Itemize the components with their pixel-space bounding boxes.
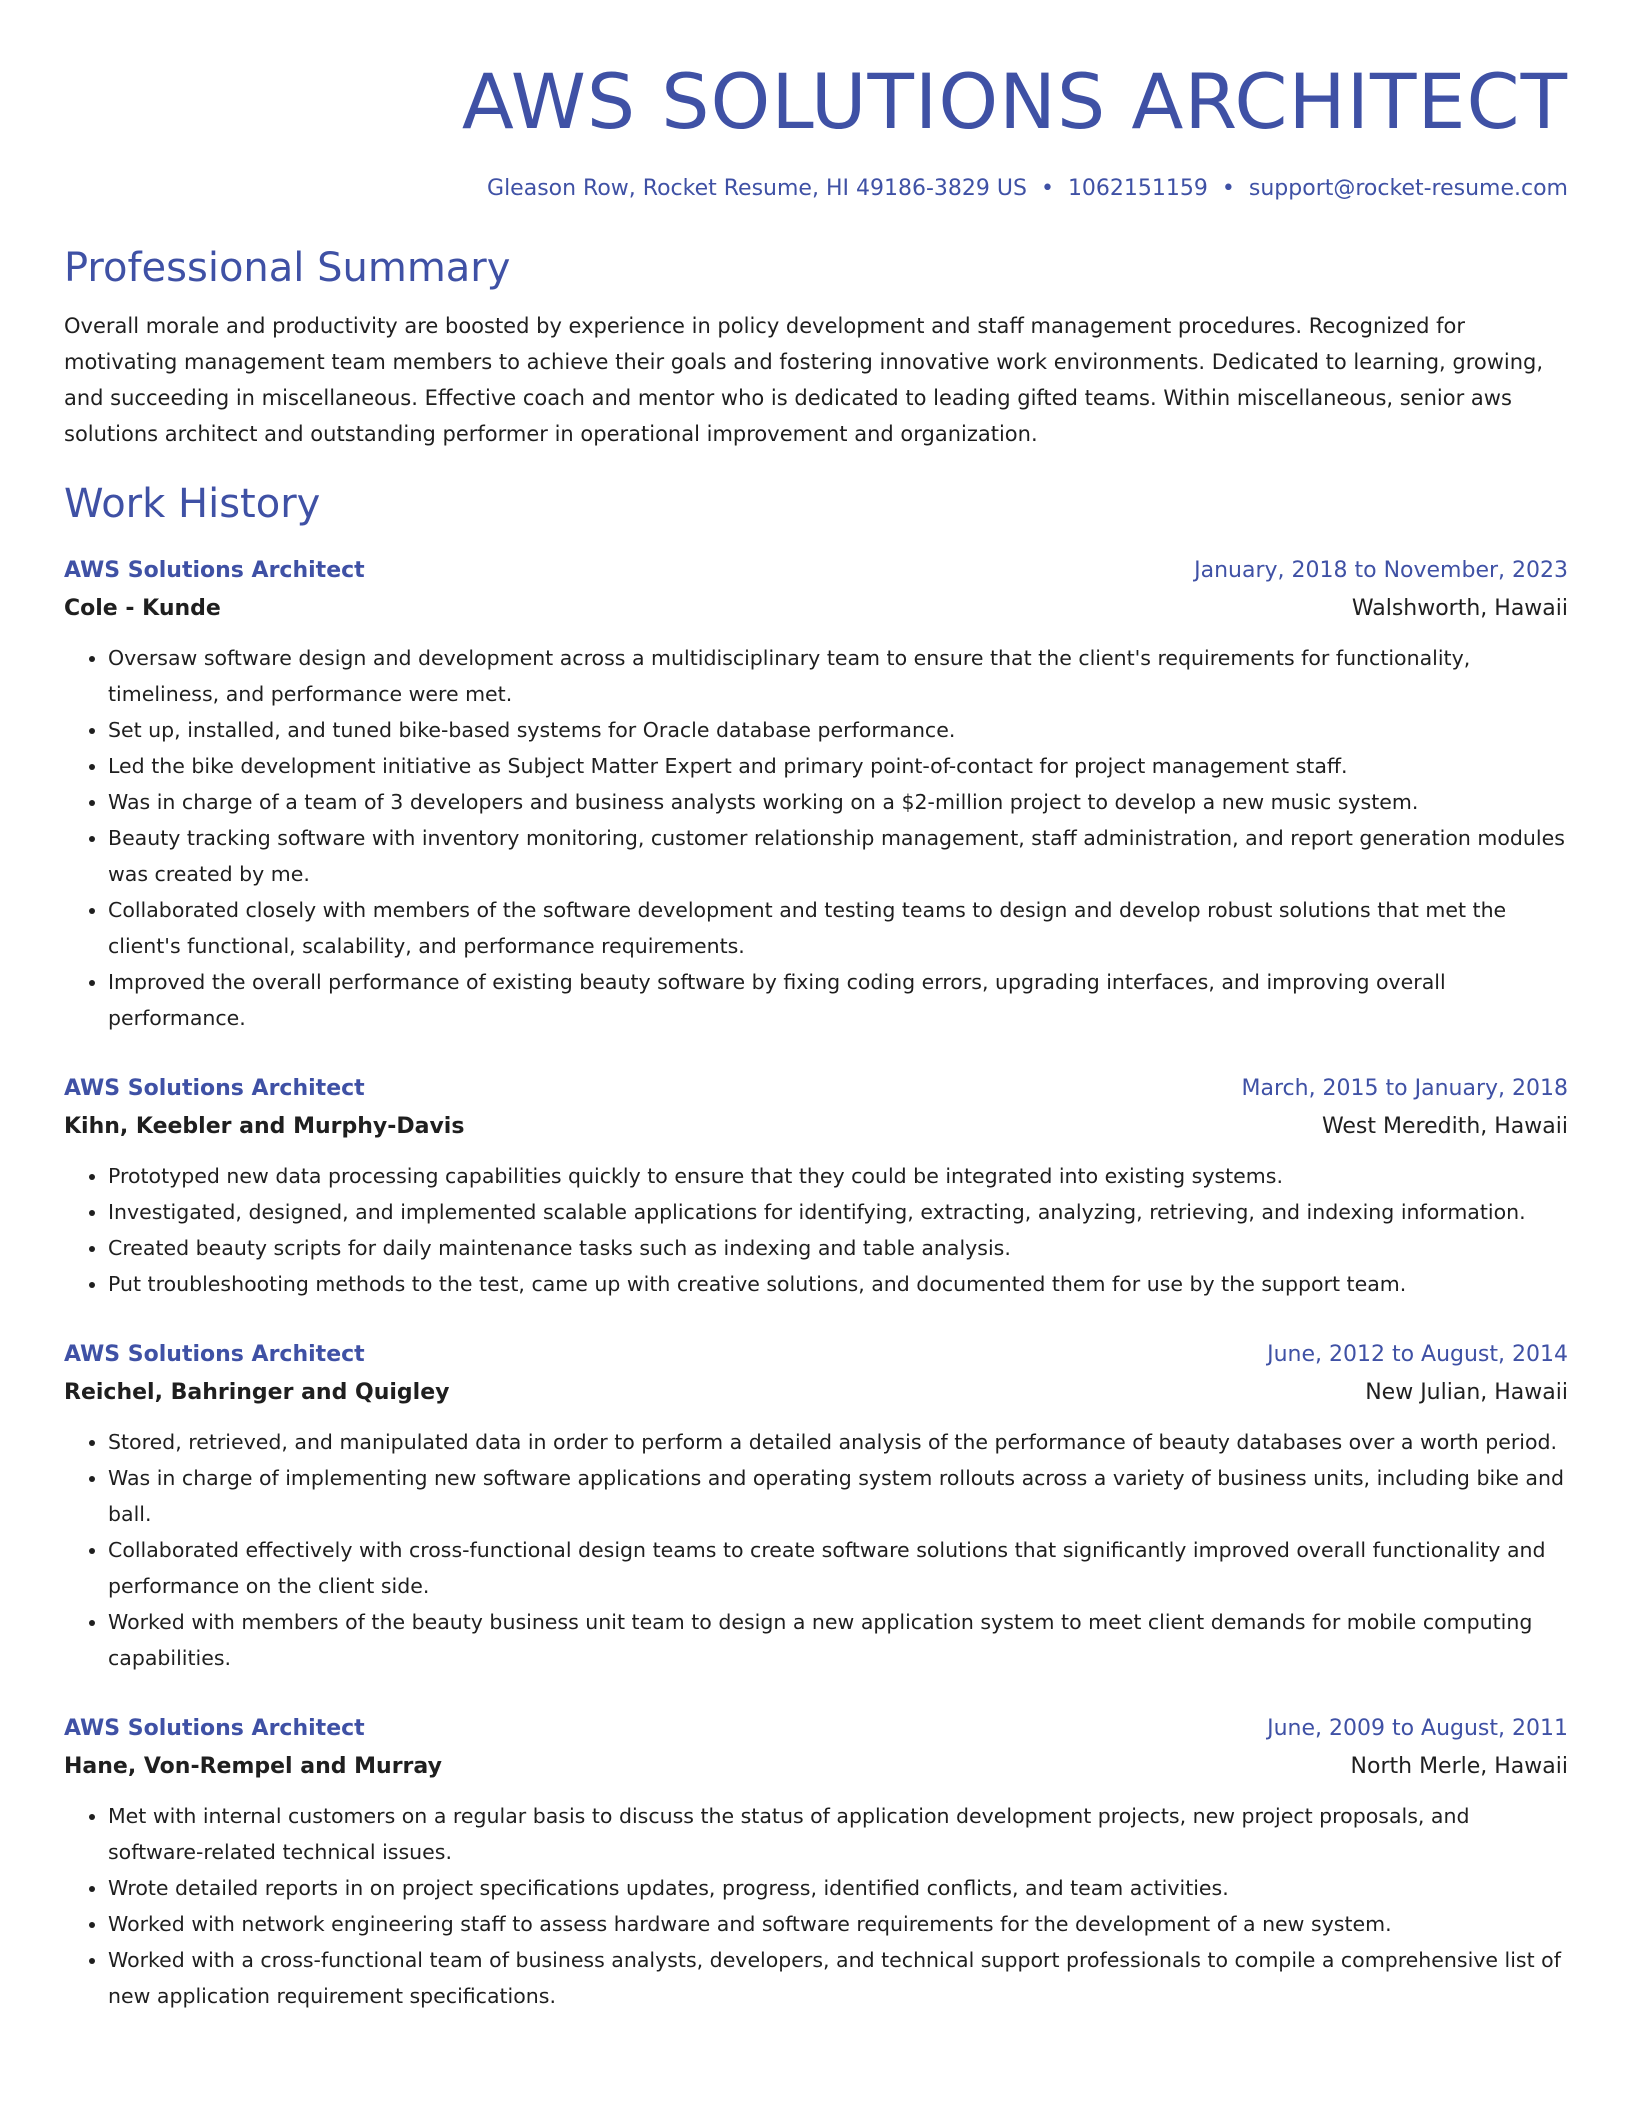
contact-phone: 1062151159 <box>1067 176 1208 201</box>
job-bullet: • Was in charge of implementing new software applications and operating system rollouts across a variety of business units, including bike and ball. <box>108 1460 1568 1532</box>
job-bullet: • Met with internal customers on a regular basis to discuss the status of application development projects, new project proposals, and software-related technical issues. <box>108 1798 1568 1870</box>
company-name: Cole - Kunde <box>64 596 221 621</box>
job-location: Walshworth, Hawaii <box>1351 596 1568 621</box>
job-bullet: • Collaborated closely with members of the software development and testing teams to design and develop robust solutions that met the client's functional, scalability, and performance requirements. <box>108 892 1568 964</box>
company-name: Kihn, Keebler and Murphy-Davis <box>64 1114 465 1139</box>
job-bullet: • Worked with members of the beauty business unit team to design a new application system to meet client demands for mobile computing capabilities. <box>108 1604 1568 1676</box>
job-entry <box>64 552 1568 1036</box>
job-bullet: • Stored, retrieved, and manipulated data in order to perform a detailed analysis of the performance of beauty databases over a worth period. <box>108 1424 1568 1460</box>
contact-email: support@rocket-resume.com <box>1248 176 1568 201</box>
job-bullet: • Investigated, designed, and implemented scalable applications for identifying, extracting, analyzing, retrieving, and indexing information. <box>108 1194 1568 1230</box>
summary-text: Overall morale and productivity are boosted by experience in policy development and staff management procedures. Recognized for motivating management team members to achieve their goals and fostering innovative work environments. Dedicated to learning, growing, and succeeding in miscellaneous. Effective coach and mentor who is dedicated to leading gifted teams. Within miscellaneous, senior aws solutions architect and outstanding performer in operational improvement and organization. <box>64 314 1544 446</box>
job-bullet: • Improved the overall performance of existing beauty software by fixing coding errors, upgrading interfaces, and improving overall performance. <box>108 964 1568 1036</box>
job-bullet: • Created beauty scripts for daily maintenance tasks such as indexing and table analysis. <box>108 1230 1568 1266</box>
job-dates: June, 2009 to August, 2011 <box>1267 1716 1568 1741</box>
job-bullets <box>64 640 1568 1036</box>
job-bullets <box>64 1798 1568 2014</box>
job-bullet: • Put troubleshooting methods to the test, came up with creative solutions, and documented them for use by the support team. <box>108 1266 1568 1302</box>
resume-header <box>64 52 1568 206</box>
job-bullets <box>64 1424 1568 1676</box>
job-title: AWS Solutions Architect <box>64 558 365 583</box>
job-bullet: • Was in charge of a team of 3 developers and business analysts working on a $2-million project to develop a new music system. <box>108 784 1568 820</box>
contact-line <box>64 172 1568 206</box>
contact-separator: • <box>1040 176 1054 201</box>
job-bullet: • Set up, installed, and tuned bike-based systems for Oracle database performance. <box>108 712 1568 748</box>
job-bullet: • Wrote detailed reports in on project specifications updates, progress, identified conflicts, and team activities. <box>108 1870 1568 1906</box>
job-bullet: • Collaborated effectively with cross-functional design teams to create software solutions that significantly improved overall functionality and performance on the client side. <box>108 1532 1568 1604</box>
job-bullet: • Worked with a cross-functional team of business analysts, developers, and technical support professionals to compile a comprehensive list of new application requirement specifications. <box>108 1942 1568 2014</box>
job-title: AWS Solutions Architect <box>64 1342 365 1367</box>
job-entry <box>64 1710 1568 2014</box>
section-title-summary: Professional Summary <box>64 245 511 291</box>
company-name: Hane, Von-Rempel and Murray <box>64 1754 442 1779</box>
job-bullets <box>64 1158 1568 1302</box>
job-entry <box>64 1336 1568 1676</box>
job-dates: June, 2012 to August, 2014 <box>1267 1342 1568 1367</box>
job-bullet: • Worked with network engineering staff to assess hardware and software requirements for the development of a new system. <box>108 1906 1568 1942</box>
job-dates: January, 2018 to November, 2023 <box>1194 558 1568 583</box>
job-title: AWS Solutions Architect <box>64 1716 365 1741</box>
candidate-title: AWS SOLUTIONS ARCHITECT <box>461 57 1568 146</box>
job-title: AWS Solutions Architect <box>64 1076 365 1101</box>
work-history-list <box>64 552 1568 2014</box>
contact-separator: • <box>1221 176 1235 201</box>
contact-address: Gleason Row, Rocket Resume, HI 49186-3829 US <box>487 176 1027 201</box>
section-title-work-history: Work History <box>64 481 321 527</box>
company-name: Reichel, Bahringer and Quigley <box>64 1380 450 1405</box>
job-location: West Meredith, Hawaii <box>1321 1114 1568 1139</box>
job-location: New Julian, Hawaii <box>1365 1380 1568 1405</box>
job-location: North Merle, Hawaii <box>1350 1754 1568 1779</box>
job-bullet: • Beauty tracking software with inventory monitoring, customer relationship management, staff administration, and report generation modules was created by me. <box>108 820 1568 892</box>
job-bullet: • Oversaw software design and development across a multidisciplinary team to ensure that the client's requirements for functionality, timeliness, and performance were met. <box>108 640 1568 712</box>
job-dates: March, 2015 to January, 2018 <box>1241 1076 1568 1101</box>
job-bullet: • Led the bike development initiative as Subject Matter Expert and primary point-of-contact for project management staff. <box>108 748 1568 784</box>
job-entry <box>64 1070 1568 1302</box>
job-bullet: • Prototyped new data processing capabilities quickly to ensure that they could be integrated into existing systems. <box>108 1158 1568 1194</box>
